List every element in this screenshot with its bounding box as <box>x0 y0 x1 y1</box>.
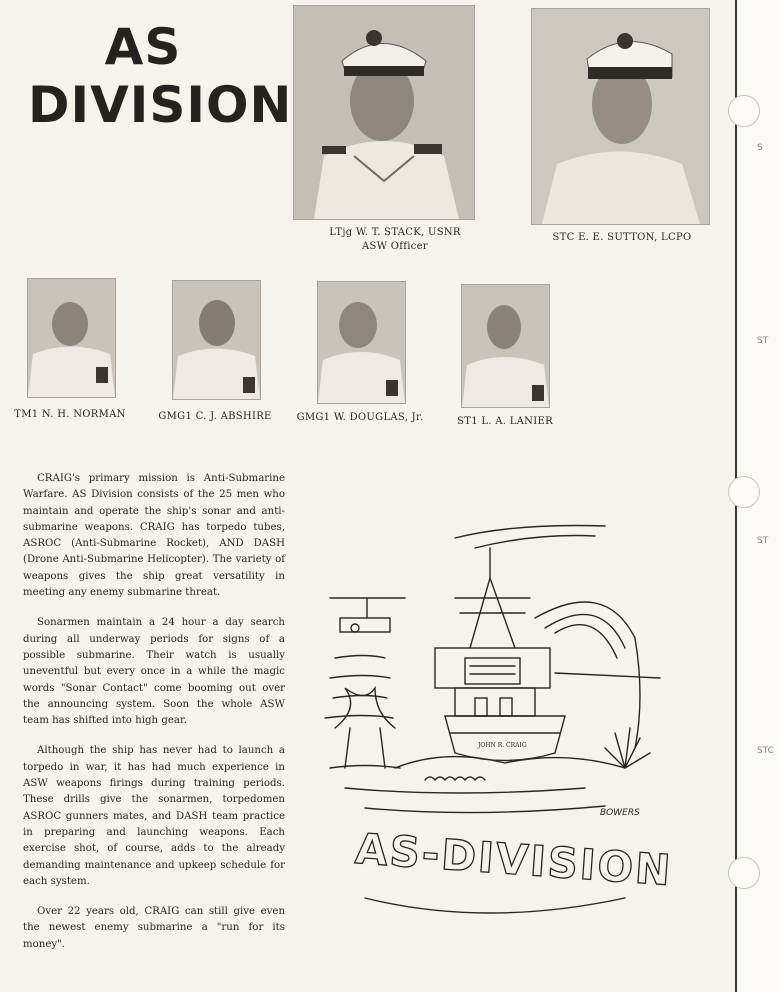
article-paragraph: Over 22 years old, CRAIG can still give even the newest enemy submarine a "run for its money". <box>23 906 285 950</box>
cartoon-title: AS-DIVISION <box>353 823 674 896</box>
officer-name: LTjg W. T. STACK, USNR <box>329 227 461 238</box>
crew-photo-abshire <box>172 280 261 400</box>
crew-caption: TM1 N. H. NORMAN <box>14 409 126 420</box>
officer-photo-sutton <box>531 8 710 225</box>
officer-title: ASW Officer <box>362 241 428 252</box>
article-paragraph: CRAIG's primary mission is Anti-Submarine Warfare. AS Division consists of the 25 men who maintain and operate the ship's sonar and anti-submarine weapons. CRAIG has torpedo tubes, ASROC (Anti-Submarine Rocket), AND DASH (Drone Anti-Submarine Helicopter). The variety of weapons gives the ship great versatility in meeting any enemy submarine threat. <box>23 473 285 599</box>
crew-caption: ST1 L. A. LANIER <box>457 416 553 427</box>
crew-photo-douglas <box>317 281 406 404</box>
margin-letter: S <box>757 143 763 153</box>
crew-photo-norman <box>27 278 116 398</box>
page-title-line-1: AS <box>104 18 182 76</box>
binder-hole <box>728 95 760 127</box>
officer-caption-stack <box>300 226 490 254</box>
article-body <box>23 471 285 967</box>
article-paragraph: Although the ship has never had to launch a torpedo in war, it has had much experience in ASW weapons firings during training periods. These drills give the sonarmen, torpedomen ASROC gunners mates, and DASH team practice in preparing and launching weapons. Each exercise shot, of course, adds to the already demanding maintenance and upkeep schedule for each system. <box>23 745 285 887</box>
crew-photo-lanier <box>461 284 550 408</box>
officer-name: STC E. E. SUTTON, LCPO <box>552 232 692 243</box>
article-paragraph: Sonarmen maintain a 24 hour a day search during all underway periods for signs of a possible submarine. Their watch is usually uneventful but every once in a while the magic words "Sonar Contact" come booming out over the announcing system. Soon the whole ASW team has shifted into high gear. <box>23 617 285 727</box>
officer-photo-stack <box>293 5 475 220</box>
binder-hole <box>728 476 760 508</box>
page-title <box>28 18 293 134</box>
ship-hull-label: JOHN R. CRAIG <box>478 742 527 749</box>
page-title-line-2: DIVISION <box>28 76 293 134</box>
crew-caption: GMG1 C. J. ABSHIRE <box>158 411 272 422</box>
margin-letter: STC <box>757 746 774 756</box>
officer-caption-sutton <box>527 231 717 245</box>
artist-signature: BOWERS <box>600 808 640 818</box>
margin-letter: ST <box>757 536 769 546</box>
margin-letter: ST <box>757 336 769 346</box>
crew-caption: GMG1 W. DOUGLAS, Jr. <box>296 412 424 423</box>
binder-hole <box>728 857 760 889</box>
